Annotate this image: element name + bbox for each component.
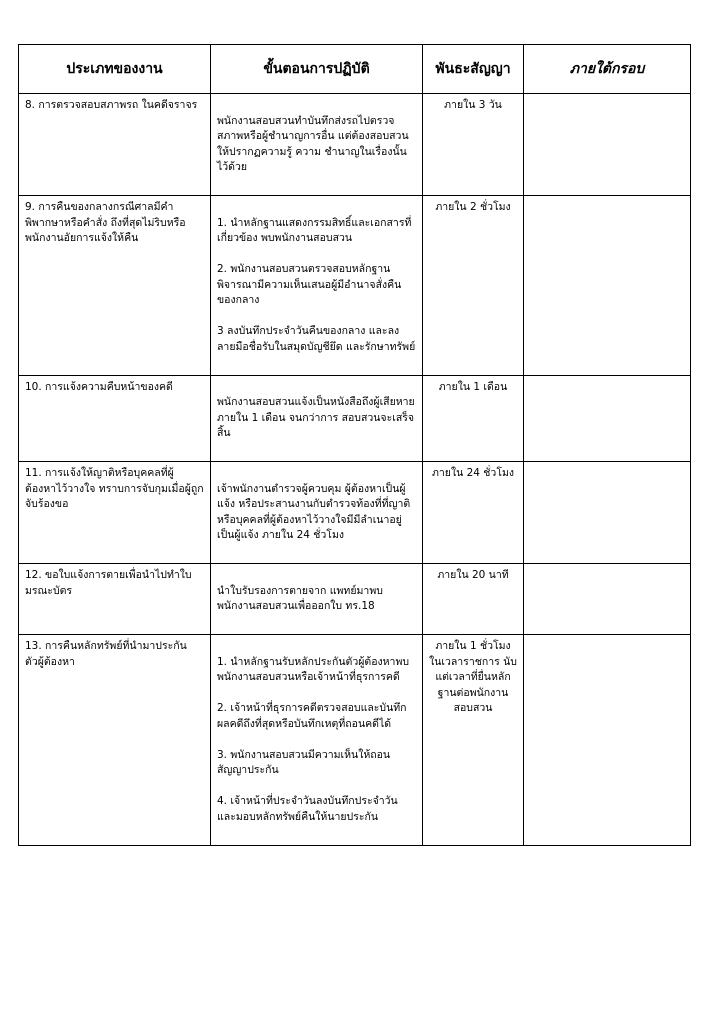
row-type-cell — [19, 462, 211, 564]
procedure-step: 1. นำหลักฐานแสดงกรรมสิทธิ์และเอกสารที่เกี่ยวข้อง พบพนักงานสอบสวน — [217, 216, 412, 244]
row-within — [524, 94, 690, 102]
procedure-step: 4. เจ้าหน้าที่ประจำวันลงบันทึกประจำวันและมอบหลักทรัพย์คืนให้นายประกัน — [217, 795, 398, 823]
row-commitment: ภายใน 3 วัน — [444, 99, 502, 111]
header-row — [19, 45, 691, 94]
row-commitment-cell — [423, 94, 524, 196]
row-procedure-cell — [211, 564, 423, 635]
row-within-cell — [524, 375, 691, 462]
row-within — [524, 635, 690, 643]
row-within-cell — [524, 462, 691, 564]
row-commitment: ภายใน 1 เดือน — [438, 380, 508, 393]
row-procedure-cell — [211, 462, 423, 564]
table-row — [19, 462, 691, 564]
procedure-step: 1. นำหลักฐานรับหลักประกันตัวผู้ต้องหาพบพนักงานสอบสวนหรือเจ้าหน้าที่ธุรการคดี — [217, 655, 410, 683]
row-type-cell — [19, 94, 211, 196]
row-within-cell — [524, 635, 691, 846]
row-commitment-cell — [423, 375, 524, 462]
row-type: 9. การคืนของกลางกรณีศาลมีคำพิพากษาหรือคำสั่ง ถึงที่สุดไม่ริบหรือพนักงานอัยการแจ้งให้คืน — [25, 201, 186, 244]
service-table — [18, 44, 691, 846]
row-within — [524, 462, 690, 470]
row-commitment: ภายใน 2 ชั่วโมง — [435, 201, 511, 213]
table-row — [19, 94, 691, 196]
row-within — [524, 564, 690, 572]
row-within-cell — [524, 196, 691, 376]
header-procedure: ขั้นตอนการปฏิบัติ — [211, 45, 423, 94]
row-procedure-cell — [211, 635, 423, 846]
row-type-cell — [19, 564, 211, 635]
row-type: 12. ขอใบแจ้งการตายเพื่อนำไปทำใบมรณะบัตร — [25, 569, 192, 597]
row-within — [524, 376, 690, 384]
row-type-cell — [19, 375, 211, 462]
row-within-cell — [524, 94, 691, 196]
header-type: ประเภทของงาน — [19, 45, 211, 94]
procedure-step: 3 ลงบันทึกประจำวันคืนของกลาง และลงลายมือชื่อรับในสมุดบัญชียึด และรักษาทรัพย์ — [217, 325, 416, 353]
row-within-cell — [524, 564, 691, 635]
row-type: 11. การแจ้งให้ญาติหรือบุคคลที่ผู้ต้องหาไว้วางใจ ทราบการจับกุมเมื่อผู้ถูกจับร้องขอ — [25, 467, 204, 510]
row-within — [524, 196, 690, 204]
row-commitment: ภายใน 24 ชั่วโมง — [431, 467, 515, 479]
procedure-step: 2. เจ้าหน้าที่ธุรการคดีตรวจสอบและบันทึกผลคดีถึงที่สุดหรือบันทึกเหตุที่ถอนคดีได้ — [217, 702, 407, 730]
header-within: ภายใต้กรอบ — [524, 45, 691, 94]
table-row — [19, 564, 691, 635]
row-commitment-cell — [423, 564, 524, 635]
procedure-step: 2. พนักงานสอบสวนตรวจสอบหลักฐานพิจารณามีความเห็นเสนอผู้มีอำนาจสั่งคืนของกลาง — [217, 263, 402, 306]
procedure-step: เจ้าพนักงานตำรวจผู้ควบคุม ผู้ต้องหาเป็นผู้แจ้ง หรือประสานงานกับตำรวจท้องที่ที่ญาติหรือบุคคลที่ผู้ต้องหาไว้วางใจมีมีลำเนาอยู่เป็นผู้แจ้ง ภายใน 24 ชั่วโมง — [217, 482, 411, 541]
row-type-cell — [19, 196, 211, 376]
header-commitment: พันธะสัญญา — [423, 45, 524, 94]
table-row — [19, 196, 691, 376]
row-commitment: ภายใน 1 ชั่วโมง ในเวลาราชการ นับแต่เวลาที่ยื่นหลักฐานต่อพนักงานสอบสวน — [429, 640, 517, 714]
row-type: 10. การแจ้งความคืบหน้าของคดี — [25, 380, 173, 393]
row-type: 13. การคืนหลักทรัพย์ที่นำมาประกันตัวผู้ต้องหา — [25, 640, 187, 668]
row-procedure-cell — [211, 94, 423, 196]
row-commitment-cell — [423, 462, 524, 564]
procedure-step: พนักงานสอบสวนทำบันทึกส่งรถไปตรวจสภาพหรือผู้ชำนาญการอื่น แต่ต้องสอบสวนให้ปรากฏความรู้ ความ ชำนาญในเรื่องนั้นไว้ด้วย — [217, 114, 409, 173]
row-commitment-cell — [423, 635, 524, 846]
procedure-step: พนักงานสอบสวนแจ้งเป็นหนังสือถึงผู้เสียหาย ภายใน 1 เดือน จนกว่าการ สอบสวนจะเสร็จสิ้น — [217, 396, 415, 439]
row-procedure-cell — [211, 375, 423, 462]
row-type-cell — [19, 635, 211, 846]
procedure-step: นำใบรับรองการตายจาก แพทย์มาพบพนักงานสอบสวนเพื่อออกใบ ทร.18 — [217, 584, 383, 612]
procedure-step: 3. พนักงานสอบสวนมีความเห็นให้ถอนสัญญาประกัน — [217, 748, 391, 776]
row-commitment: ภายใน 20 นาที — [437, 569, 509, 581]
table-row — [19, 375, 691, 462]
row-procedure-cell — [211, 196, 423, 376]
row-type: 8. การตรวจสอบสภาพรถ ในคดีจราจร — [25, 99, 198, 111]
row-commitment-cell — [423, 196, 524, 376]
table-row — [19, 635, 691, 846]
